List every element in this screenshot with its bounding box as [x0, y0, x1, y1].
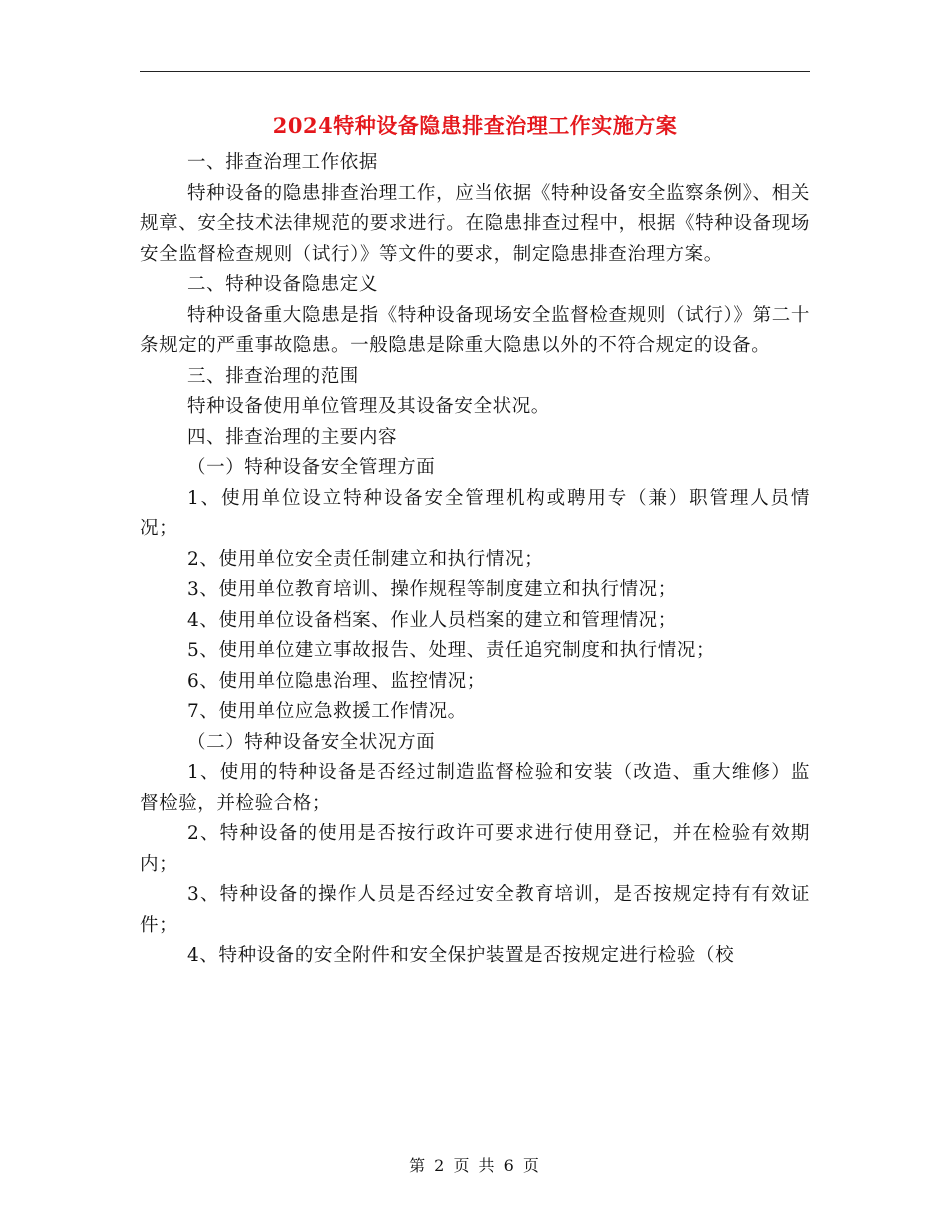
- list-item: 4、使用单位设备档案、作业人员档案的建立和管理情况；: [187, 609, 677, 631]
- paragraph: 特种设备的隐患排查治理工作，应当依据《特种设备安全监察条例》、相关规章、安全技术法律规范的要求进行。在隐患排查过程中，根据《特种设备现场安全监督检查规则（试行）》等文件的要求，制定隐患排查治理方案。: [140, 182, 810, 265]
- section-heading: 四、排查治理的主要内容: [187, 426, 398, 448]
- section-heading: 一、排查治理工作依据: [187, 152, 379, 173]
- list-item: 1、使用的特种设备是否经过制造监督检验和安装（改造、重大维修）监督检验，并检验合格；: [140, 762, 810, 814]
- list-item: 7、使用单位应急救援工作情况。: [187, 701, 467, 722]
- header-rule: [140, 71, 810, 72]
- list-item: 1、使用单位设立特种设备安全管理机构或聘用专（兼）职管理人员情况；: [140, 487, 810, 539]
- section-heading: 三、排查治理的范围: [187, 365, 359, 387]
- list-item: 2、特种设备的使用是否按行政许可要求进行使用登记，并在检验有效期内；: [140, 823, 810, 875]
- section-heading: 二、特种设备隐患定义: [187, 274, 379, 295]
- list-item: 6、使用单位隐患治理、监控情况；: [187, 670, 486, 692]
- list-item: 3、使用单位教育培训、操作规程等制度建立和执行情况；: [187, 579, 677, 600]
- subsection-heading: （二）特种设备安全状况方面: [187, 731, 436, 753]
- list-item: 2、使用单位安全责任制建立和执行情况；: [187, 548, 544, 570]
- paragraph: 特种设备重大隐患是指《特种设备现场安全监督检查规则（试行）》第二十条规定的严重事故隐患。一般隐患是除重大隐患以外的不符合规定的设备。: [140, 304, 810, 356]
- document-title: 2024特种设备隐患排查治理工作实施方案: [272, 113, 678, 138]
- page-number-footer: 第 2 页 共 6 页: [409, 1156, 541, 1175]
- list-item: 3、特种设备的操作人员是否经过安全教育培训，是否按规定持有有效证件；: [140, 884, 810, 936]
- document-body: [140, 148, 810, 972]
- paragraph: 特种设备使用单位管理及其设备安全状况。: [187, 396, 550, 417]
- subsection-heading: （一）特种设备安全管理方面: [187, 457, 436, 478]
- list-item: 4、特种设备的安全附件和安全保护装置是否按规定进行检验（校: [187, 945, 735, 966]
- list-item: 5、使用单位建立事故报告、处理、责任追究制度和执行情况；: [187, 640, 716, 661]
